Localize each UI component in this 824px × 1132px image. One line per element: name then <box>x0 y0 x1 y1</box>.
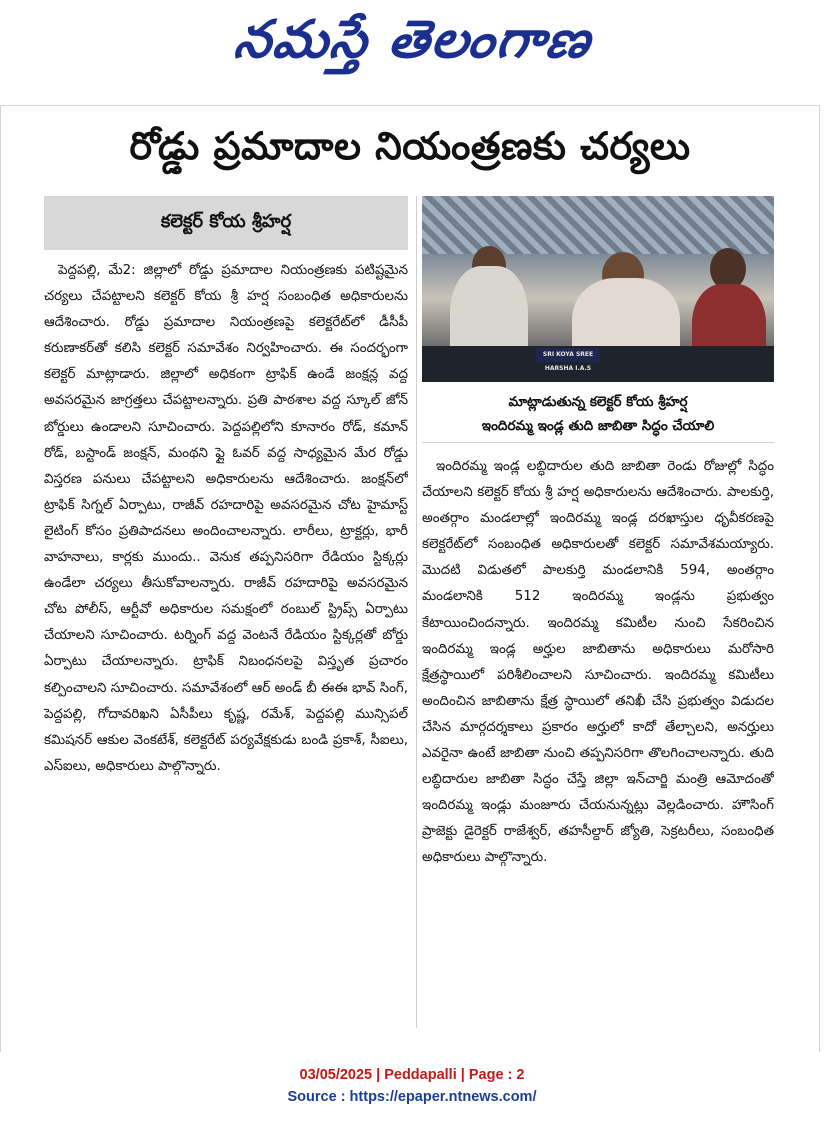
byline-box <box>44 196 408 250</box>
footer-source-link[interactable]: Source : https://epaper.ntnews.com/ <box>287 1089 537 1105</box>
byline: కలెక్టర్ కోయ శ్రీహర్ష <box>160 210 292 232</box>
column-divider <box>416 196 417 1028</box>
story2-text: ఇందిరమ్మ ఇండ్ల లబ్ధిదారుల తుది జాబితా రెండు రోజుల్లో సిద్ధం చేయాలని కలెక్టర్ కోయ శ్రీ హర్ష అధికారులను ఆదేశించారు. పాలకుర్తి, అంతర్గాం మండలాల్లో ఇందిరమ్మ ఇండ్ల దరఖాస్తుల ధృవీకరణపై కలెక్టరేట్‌లో సంబంధిత అధికారులతో కలెక్టర్ సమావేశమయ్యారు. మొదటి విడుతలో పాలకుర్తి మండలానికి 594, అంతర్గాం మండలానికి 512 ఇందిరమ్మ ఇండ్లను ప్రభుత్వం కేటాయించిందన్నారు. ఇందిరమ్మ కమిటీల నుంచి సేకరించిన ఇందిరమ్మ ఇండ్ల అర్హుల జాబితాను అధికారులు మరోసారి క్షేత్రస్థాయిలో పరిశీలించాలని సూచించారు. ఇందిరమ్మ కమిటీలు అందించిన జాబితాను క్షేత్ర స్థాయిలో తనిఖీ చేసి ప్రభుత్వం విడుదల చేసిన మార్గదర్శకాలు ప్రకారం అర్హులో కాదో తేల్చాలని, అనర్హులు ఎవరైనా ఉంటే జాబితా నుంచి తప్పనిసరిగా తొలగించాలన్నారు. తుది లబ్ధిదారుల జాబితా సిద్ధం చేస్తే జిల్లా ఇన్‌చార్జి మంత్రి ఆమోదంతో ఇందిరమ్మ ఇండ్లు మంజూరు చేయనున్నట్లు వెల్లడించారు. హౌసింగ్ ప్రాజెక్టు డైరెక్టర్ రాజేశ్వర్, తహసీల్దార్ జ్యోతి, సెక్రటరీలు, సంబంధిత అధికారులు పాల్గొన్నారు. <box>422 459 774 866</box>
caption-line: మాట్లాడుతున్న కలెక్టర్ కోయ శ్రీహర్ష <box>508 394 688 410</box>
article-text: పెద్దపల్లి, మే2: జిల్లాలో రోడ్డు ప్రమాదాల నియంత్రణకు పటిష్టమైన చర్యలు చేపట్టాలని కలెక్టర్ కోయ శ్రీ హర్ష సంబంధిత అధికారులను ఆదేశించారు. రోడ్డు ప్రమాదాల నియంత్రణపై కలెక్టరేట్‌లో డీసీపీ కరుణాకర్‌తో కలిసి కలెక్టర్ సమావేశం నిర్వహించారు. ఈ సందర్భంగా కలెక్టర్ మాట్లాడారు. జిల్లాలో అధికంగా ట్రాఫిక్ ఉండే జంక్షన్ల వద్ద అవసరమైన జాగ్రత్తలు చేపట్టాలన్నారు. ప్రతి పాఠశాల వద్ద స్కూల్ జోన్ బోర్డులు ఉండాలని సూచించారు. పెద్దపల్లిలోని కూనారం రోడ్, కమాన్ రోడ్, బస్టాండ్ జంక్షన్, మంథని ఫ్లై ఓవర్ వద్ద సాధ్యమైన మేర రోడ్డు విస్తరణ పనులు చేపట్టాలని అధికారులను ఆదేశించారు. జంక్షన్‌లో ట్రాఫిక్ సిగ్నల్ ఏర్పాటు, రాజీవ్ రహదారిపై అవసరమైన చోట హైమాస్ట్ లైటింగ్ కోసం ప్రతిపాదనలు అందించాలన్నారు. లారీలు, ట్రాక్టర్లు, భారీ వాహనాలు, కార్లకు ముందు.. వెనుక తప్పనిసరిగా రేడియం స్టిక్కర్లు ఉండేలా చర్యలు తీసుకోవాలన్నారు. రాజీవ్ రహదారిపై అవసరమైన చోట పోలీస్, ఆర్టీవో అధికారుల సమక్షంలో రంబుల్ స్ట్రిప్స్ ఏర్పాటు చేయాలని సూచించారు. టర్నింగ్ వద్ద వెంటనే రేడియం స్టిక్కర్లతో బోర్డు ఏర్పాటు చేయాలన్నారు. ట్రాఫిక్ నిబంధనలపై విస్తృత ప్రచారం కల్పించాలని సూచించారు. సమావేశంలో ఆర్ అండ్ బీ ఈఈ భావ్ సింగ్, పెద్దపల్లి, గోదావరిఖని ఏసీపీలు కృష్ణ, రమేశ్, పెద్దపల్లి మున్సిపల్ కమిషనర్ ఆకుల వెంకటేశ్, కలెక్టరేట్ పర్యవేక్షకుడు బండి ప్రకాశ్, సీఐలు, ఎస్ఐలు, అధికారులు పాల్గొన్నారు. <box>44 263 408 774</box>
headline: రోడ్డు ప్రమాదాల నియంత్రణకు చర్యలు <box>129 124 691 168</box>
masthead <box>0 0 824 95</box>
newspaper-logo: నమస్తే తెలంగాణ <box>230 10 596 70</box>
article-body-right <box>422 454 774 1028</box>
news-photo <box>422 196 774 382</box>
footer <box>0 1064 824 1124</box>
article-body-left <box>44 258 408 1028</box>
name-plate: SRI KOYA SREE HARSHA I.A.S <box>536 348 600 362</box>
subheadline: ఇందిరమ్మ ఇండ్ల తుది జాబితా సిద్ధం చేయాలి <box>481 418 715 434</box>
photo-caption <box>422 390 774 443</box>
wall-map <box>422 196 774 254</box>
footer-date-line: 03/05/2025 | Peddapalli | Page : 2 <box>299 1067 525 1083</box>
